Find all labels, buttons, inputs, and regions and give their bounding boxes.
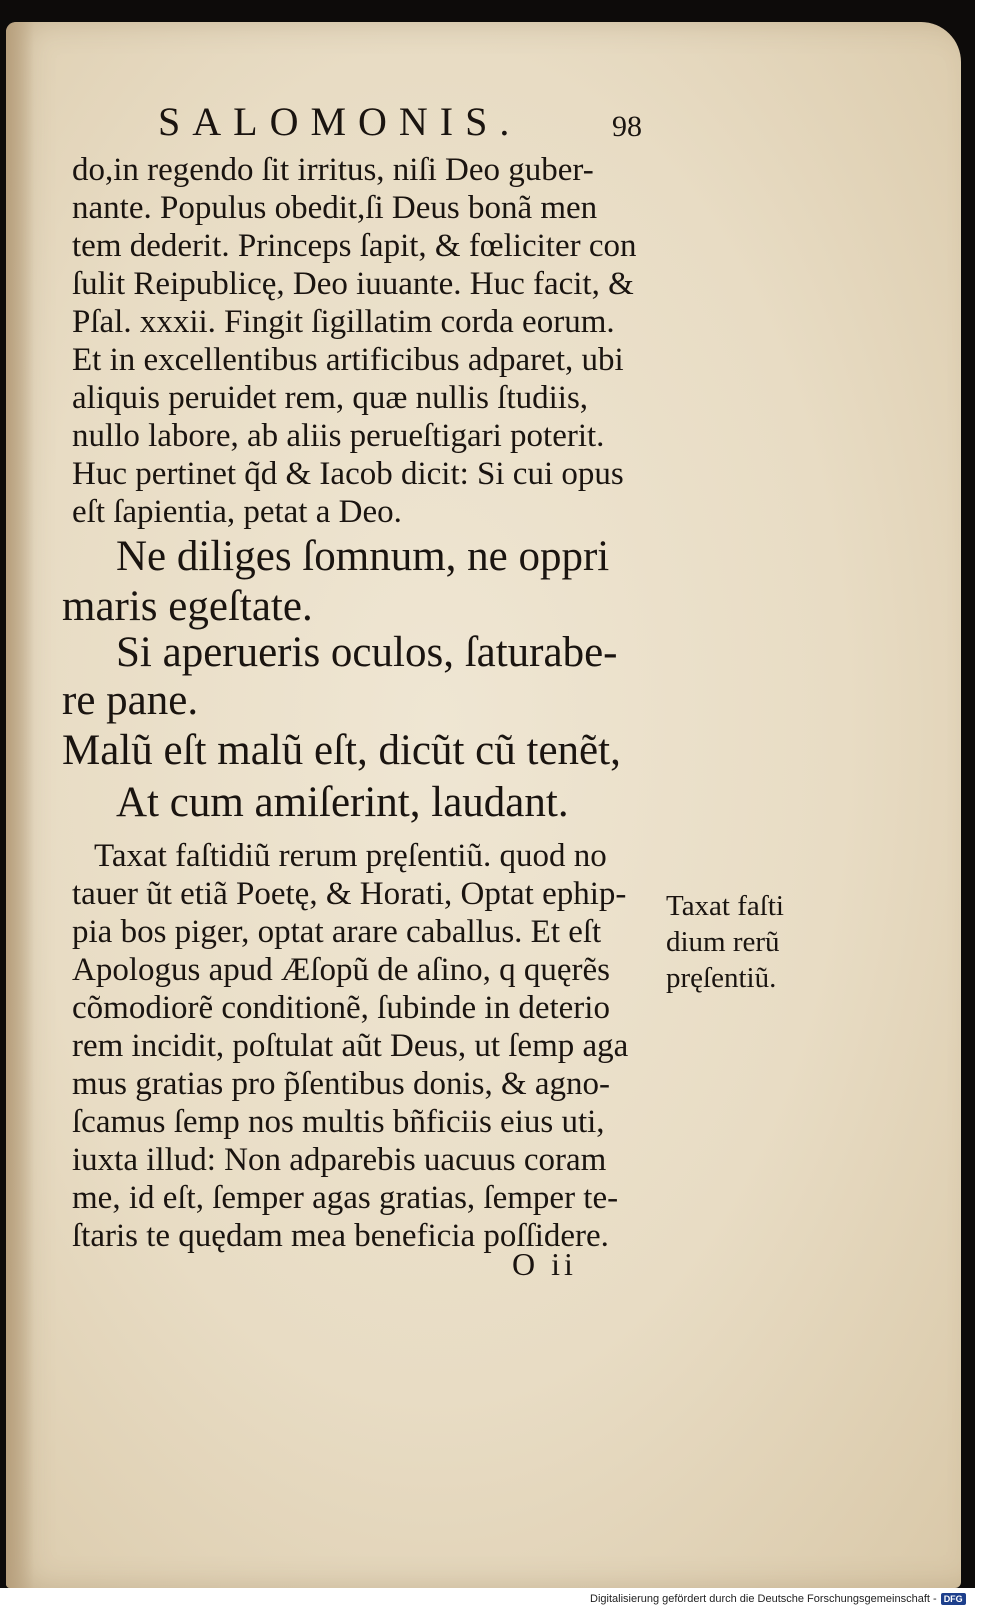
commentary-line: nante. Populus obedit,ſi Deus bonã men (72, 190, 598, 226)
margin-note-line: dium rerũ (666, 926, 780, 958)
folio-number: 98 (612, 110, 642, 143)
commentary-line: tem dederit. Princeps ſapit, & fœliciter con (72, 228, 637, 264)
verse-line: Malũ eſt malũ eſt, dicũt cũ tenẽt, (62, 727, 621, 774)
commentary-line: ſulit Reipublicę, Deo iuuante. Huc facit, & (72, 266, 634, 302)
margin-note-line: Taxat faſti (666, 890, 784, 922)
commentary-line: me, id eſt, ſemper agas gratias, ſemper te- (72, 1180, 619, 1216)
commentary-line: Apologus apud Æſopũ de aſino, q quęrẽs (72, 952, 611, 988)
commentary-line: nullo labore, ab aliis perueſtigari poterit. (72, 418, 605, 454)
digitization-credit (590, 1589, 994, 1608)
signature-mark: O ii (512, 1246, 577, 1282)
commentary-line: ſcamus ſemp nos multis bñficiis eius uti, (72, 1104, 605, 1140)
commentary-line: rem incidit, poſtulat aũt Deus, ut ſemp aga (72, 1028, 629, 1064)
commentary-line: ſtaris te quędam mea beneficia poſſidere. (72, 1218, 609, 1254)
commentary-line: aliquis peruidet rem, quæ nullis ſtudiis, (72, 380, 589, 416)
verse-line: Ne diliges ſomnum, ne oppri (116, 533, 610, 580)
margin-note-line: pręſentiũ. (666, 962, 777, 994)
running-head: SALOMONIS. (158, 99, 522, 144)
commentary-line: eſt ſapientia, petat a Deo. (72, 494, 402, 530)
commentary-line: mus gratias pro p̃ſentibus donis, & agno- (72, 1066, 611, 1102)
credit-text: Digitalisierung gefördert durch die Deutsche Forschungsgemeinschaft - (590, 1592, 937, 1605)
verse-line: maris egeſtate. (62, 583, 313, 630)
commentary-line: Et in excellentibus artificibus adparet, ubi (72, 342, 624, 378)
commentary-line: Taxat faſtidiũ rerum pręſentiũ. quod no (94, 838, 607, 874)
commentary-line: pia bos piger, optat arare caballus. Et eſt (72, 914, 602, 950)
dfg-logo-icon: DFG (941, 1593, 966, 1605)
commentary-line: Pſal. xxxii. Fingit ſigillatim corda eorum. (72, 304, 615, 340)
verse-line: Si aperueris oculos, ſaturabe- (116, 629, 618, 676)
commentary-line: cõmodiorẽ conditionẽ, ſubinde in deterio (72, 990, 610, 1026)
verse-line: At cum amiſerint, laudant. (116, 779, 569, 826)
commentary-line: Huc pertinet q̃d & Iacob dicit: Si cui opus (72, 456, 624, 492)
commentary-line: tauer ũt etiã Poetę, & Horati, Optat ephip- (72, 876, 627, 912)
commentary-line: iuxta illud: Non adparebis uacuus coram (72, 1142, 607, 1178)
verse-line: re pane. (62, 677, 199, 724)
commentary-line: do,in regendo ſit irritus, niſi Deo guber- (72, 152, 594, 188)
page-binding-shadow (6, 22, 34, 1588)
